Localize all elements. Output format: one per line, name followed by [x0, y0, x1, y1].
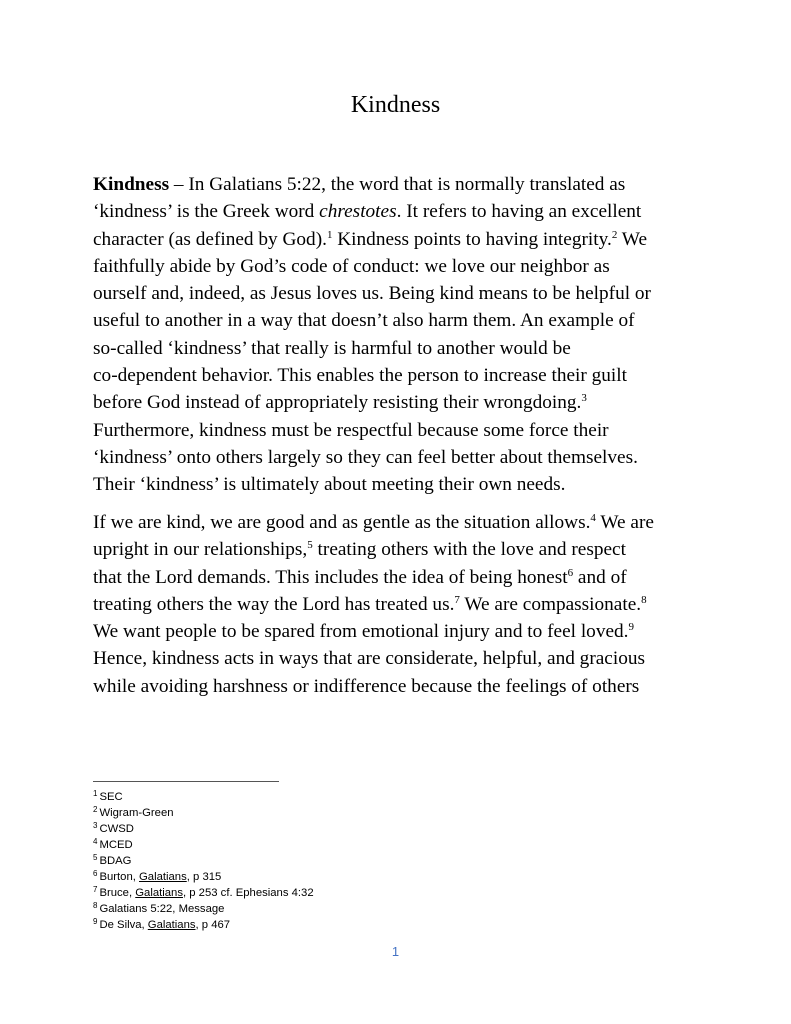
- footnote: [93, 837, 314, 853]
- text-line: [93, 618, 713, 645]
- book-title: Galatians: [147, 919, 196, 931]
- text-run: MCED: [99, 839, 133, 851]
- text-line: [93, 226, 713, 253]
- text-run: De Silva,: [99, 919, 148, 931]
- text-run: useful to another in a way that doesn’t also harm them. An example of: [93, 310, 635, 332]
- footnote-ref: 5: [93, 853, 98, 862]
- footnote: [93, 901, 314, 917]
- footnote-ref: 7: [454, 593, 460, 606]
- text-line: [93, 171, 713, 198]
- footnote-ref: 8: [641, 593, 647, 606]
- text-run: SEC: [99, 791, 123, 803]
- text-line: [93, 362, 713, 389]
- book-title: Galatians: [139, 871, 187, 883]
- text-run: co-dependent behavior. This enables the person to increase their guilt: [93, 365, 627, 387]
- text-run: We: [617, 228, 648, 250]
- text-run: ‘kindness’ is the Greek word: [93, 201, 320, 223]
- text-line: [93, 444, 713, 471]
- footnote-ref: 5: [307, 539, 313, 552]
- text-run: before God instead of appropriately resisting their wrongdoing.: [93, 392, 582, 414]
- footnote: [93, 869, 314, 885]
- text-line: [93, 280, 713, 307]
- text-run: We are compassionate.: [459, 593, 642, 615]
- footnote: [93, 917, 314, 933]
- text-run: Galatians 5:22, Message: [99, 903, 225, 915]
- text-run: CWSD: [99, 823, 134, 835]
- footnote: [93, 789, 314, 805]
- text-line: [93, 536, 713, 563]
- footnote-ref: 9: [628, 621, 634, 634]
- text-run: character (as defined by God).: [93, 228, 327, 250]
- text-run: We are: [595, 512, 654, 533]
- page-number: 1: [391, 944, 400, 959]
- footnote-ref: 2: [93, 805, 98, 814]
- text-run: . It refers to having an excellent: [396, 201, 642, 223]
- text-run: Hence, kindness acts in ways that are considerate, helpful, and gracious: [93, 648, 646, 670]
- text-line: [93, 417, 713, 444]
- text-run: faithfully abide by God’s code of conduct: we love our neighbor as: [93, 255, 610, 277]
- text-run: ourself and, indeed, as Jesus loves us. Being kind means to be helpful or: [93, 283, 651, 305]
- text-line: [93, 307, 713, 334]
- text-run: ‘kindness’ onto others largely so they can feel better about themselves.: [93, 446, 638, 468]
- text-line: [93, 509, 713, 536]
- text-run: and of: [573, 566, 627, 588]
- footnote-ref: 6: [93, 869, 98, 878]
- text-run: Their ‘kindness’ is ultimately about meeting their own needs.: [93, 474, 566, 496]
- paragraph-1: [93, 171, 713, 499]
- text-run: We want people to be spared from emotional injury and to feel loved.: [93, 621, 629, 643]
- paragraph-2: [93, 509, 713, 700]
- footnote-separator: [93, 781, 279, 782]
- footnote-ref: 8: [93, 901, 98, 910]
- footnote-ref: 9: [93, 917, 98, 926]
- text-run: BDAG: [99, 855, 132, 867]
- footnote: [93, 853, 314, 869]
- footnote-ref: 3: [581, 392, 587, 405]
- text-run: while avoiding harshness or indifference because the feelings of others: [93, 675, 640, 697]
- footnote: [93, 821, 314, 837]
- text-run: Wigram-Green: [99, 807, 174, 819]
- text-run: treating others the way the Lord has treated us.: [93, 593, 455, 615]
- text-line: [93, 198, 713, 225]
- text-line: [93, 335, 713, 362]
- footnote-ref: 1: [93, 789, 98, 798]
- text-run: , p 253 cf. Ephesians 4:32: [182, 887, 314, 899]
- text-run: If we are kind, we are good and as gentle as the situation allows.: [93, 512, 591, 533]
- text-line: [93, 389, 713, 416]
- text-run: Furthermore, kindness must be respectful because some force their: [93, 419, 609, 441]
- text-run: chrestotes: [319, 201, 397, 223]
- text-run: – In Galatians 5:22, the word that is normally translated as: [169, 174, 626, 195]
- footnote-ref: 3: [93, 821, 98, 830]
- text-run: Kindness points to having integrity.: [332, 228, 612, 250]
- text-run: upright in our relationships,: [93, 539, 308, 561]
- text-run: treating others with the love and respect: [312, 539, 626, 561]
- text-line: [93, 471, 713, 498]
- text-run: , p 315: [186, 871, 222, 883]
- footnote-ref: 4: [93, 837, 98, 846]
- book-title: Galatians: [135, 887, 183, 899]
- footnote-ref: 2: [611, 228, 618, 241]
- footnote-ref: 7: [93, 885, 98, 894]
- footnote: [93, 805, 314, 821]
- text-line: [93, 591, 713, 618]
- footnotes: [93, 789, 314, 933]
- text-run: , p 467: [195, 919, 231, 931]
- text-line: [93, 673, 713, 700]
- footnote: [93, 885, 314, 901]
- text-run: Bruce,: [99, 887, 136, 899]
- text-run: Kindness: [93, 174, 170, 195]
- text-line: [93, 564, 713, 591]
- document-title: Kindness: [350, 92, 441, 118]
- footnote-ref: 6: [567, 566, 574, 579]
- text-line: [93, 253, 713, 280]
- text-line: [93, 645, 713, 672]
- footnote-ref: 1: [326, 228, 333, 241]
- text-run: Burton,: [99, 871, 140, 883]
- text-run: so-called ‘kindness’ that really is harmful to another would be: [93, 337, 571, 359]
- footnote-ref: 4: [590, 512, 596, 524]
- text-run: that the Lord demands. This includes the idea of being honest: [93, 566, 568, 588]
